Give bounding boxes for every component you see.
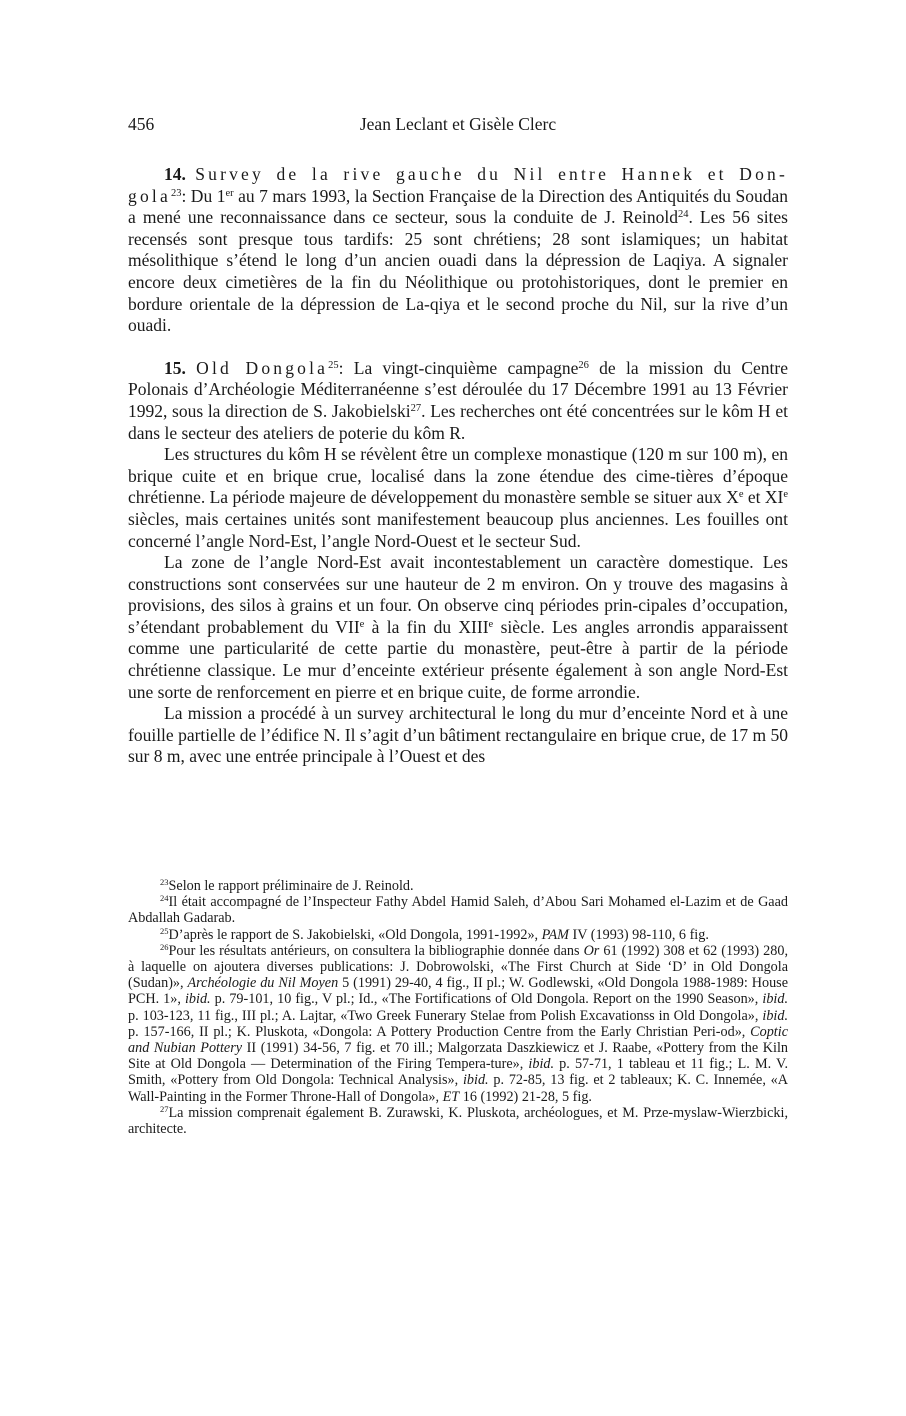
footnote-25 xyxy=(128,927,788,943)
footnote-text: La mission comprenait également B. Zurawski, K. Pluskota, archéologues, et M. Prze-myslaw-Wierzbicki, architecte. xyxy=(128,1104,788,1138)
paragraph-text: Les structures du kôm H se révèlent être un complexe monastique (120 m sur 100 m), en brique cuite et en brique crue, localisé dans la zone étendue des cime-tières d’époque chrétienne. La période majeure de développement du monastère semble se situer aux X xyxy=(128,444,788,508)
section-number: 15. xyxy=(164,357,186,378)
section-title: Survey de la rive gauche du Nil entre Hannek et Don-gola xyxy=(128,164,788,206)
running-title: Jean Leclant et Gisèle Clerc xyxy=(359,114,557,134)
footnote-text: p. 57-71, 1 tableau et 11 fig.; L. M. V. Smith, «Pottery from Old Dongola: Technical Analysis», xyxy=(128,1056,788,1089)
paragraph-text: et XI xyxy=(743,487,784,508)
footnote-text: Pour les résultats antérieurs, on consultera la bibliographie donnée dans xyxy=(168,942,584,959)
page-number: 456 xyxy=(128,114,155,134)
superscript: er xyxy=(225,187,234,199)
ibid-ref: ibid. xyxy=(184,991,211,1008)
journal-title: ET xyxy=(442,1088,460,1105)
footnote-text: IV (1993) 98-110, 6 fig. xyxy=(568,926,709,943)
footnote-number: 23 xyxy=(160,877,169,887)
paragraph-text: . Les 56 sites recensés sont presque tous tardifs: 25 sont chrétiens; 28 sont islamiques; un habitat mésolithique s’étend le long d’un ancien ouadi dans la dépression de Laqiya. A signaler encore deux cimetières de la fin du Néolithique ou protohistoriques, dont le premier en bordure orientale de la dépression de La-qiya et le second proche du Nil, sur la rive d’un ouadi. xyxy=(128,207,788,336)
section-15-paragraph-2 xyxy=(128,444,788,552)
paragraph-text: : La vingt-cinquième campagne xyxy=(338,357,579,378)
footnote-26 xyxy=(128,943,788,1105)
paragraph-text: siècle. Les angles arrondis apparaissent comme une particularité de cette partie du monastère, peut-être à partir de la période chrétienne classique. Le mur d’enceinte extérieur présente également à son angle Nord-Est une sorte de renforcement en pierre et en brique cuite, de forme arrondie. xyxy=(128,616,788,702)
footnote-ref[interactable]: 27 xyxy=(410,402,422,414)
section-15-paragraph-4: La mission a procédé à un survey architectural le long du mur d’enceinte Nord et à une fouille partielle de l’édifice N. Il s’agit d’un bâtiment rectangulaire en brique crue, de 17 m 50 sur 8 m, avec une entrée principale à l’Ouest et des xyxy=(128,703,788,767)
footnote-ref[interactable]: 26 xyxy=(578,359,589,371)
footnote-23 xyxy=(128,878,788,894)
journal-title: Or xyxy=(583,942,600,959)
footnote-ref[interactable]: 23 xyxy=(170,187,182,199)
paragraph-text: : Du 1 xyxy=(181,185,226,206)
footnote-text: Il était accompagné de l’Inspecteur Fathy Abdel Hamid Saleh, d’Abou Sari Mohamed el-Lazim et de Gaad Abdallah Gadarab. xyxy=(128,894,788,927)
footnote-text: 16 (1992) 21-28, 5 fig. xyxy=(459,1088,592,1105)
footnote-text: 5 (1991) 29-40, 4 fig., II pl.; W. Godlewski, «Old Dongola 1988-1989: House PCH. 1», xyxy=(128,975,788,1008)
footnote-27 xyxy=(128,1105,788,1137)
section-14-paragraph xyxy=(128,164,788,337)
footnote-ref[interactable]: 25 xyxy=(328,359,339,371)
paragraph-text: au 7 mars 1993, la Section Française de la Direction des Antiquités du Soudan a mené une reconnaissance dans ce secteur, sous la conduite de J. Reinold xyxy=(128,185,789,228)
section-number: 14. xyxy=(164,164,186,184)
superscript: e xyxy=(359,618,365,630)
footnote-text: Selon le rapport préliminaire de J. Reinold. xyxy=(168,878,414,894)
footnote-text: D’après le rapport de S. Jakobielski, «Old Dongola, 1991-1992», xyxy=(168,926,542,943)
main-text xyxy=(128,164,788,768)
footnote-24 xyxy=(128,894,788,926)
paragraph-text: de la mission du Centre Polonais d’Archéologie Méditerranéenne s’est déroulée du 17 Décembre 1991 au 13 Février 1992, sous la direction de S. Jakobielski xyxy=(128,357,789,421)
journal-title: Coptic and Nubian Pottery xyxy=(128,1023,788,1057)
footnote-text: p. 157-166, II pl.; K. Pluskota, «Dongola: A Pottery Production Centre from the Early Christian Peri-od», xyxy=(128,1023,751,1040)
page-header xyxy=(128,114,788,140)
paragraph-text: . Les recherches ont été concentrées sur le kôm H et dans le secteur des ateliers de poterie du kôm R. xyxy=(128,400,788,443)
ibid-ref: ibid. xyxy=(762,991,788,1008)
footnote-text: 61 (1992) 308 et 62 (1993) 280, à laquelle on ajoutera diverses publications: J. Dobrowolski, «The First Church at Side ‘D’ in Old Dongola (Sudan)», xyxy=(128,942,788,992)
section-15-paragraph-3 xyxy=(128,552,788,703)
ibid-ref: ibid. xyxy=(528,1056,555,1073)
footnote-text: p. 79-101, 10 fig., V pl.; Id., «The Fortifications of Old Dongola. Report on the 1990 Season», xyxy=(210,991,763,1008)
superscript: e xyxy=(738,489,744,501)
section-15-paragraph-1 xyxy=(128,358,788,444)
footnote-number: 25 xyxy=(160,925,169,936)
footnotes xyxy=(128,878,788,1137)
footnote-ref[interactable]: 24 xyxy=(677,209,689,221)
footnote-text: II (1991) 34-56, 7 fig. et 70 ill.; Malgorzata Daszkiewicz et J. Raabe, «Pottery from the Kiln Site at Old Dongola — Determination of the Firing Tempera-ture», xyxy=(128,1040,788,1073)
footnote-number: 24 xyxy=(160,893,169,904)
superscript: e xyxy=(783,489,789,501)
ibid-ref: ibid. xyxy=(462,1072,489,1089)
section-title: Old Dongola xyxy=(196,357,329,378)
paragraph-text: siècles, mais certaines unités sont manifestement beaucoup plus anciennes. Les fouilles ont concerné l’angle Nord-Est, l’angle Nord-Ouest et le secteur Sud. xyxy=(128,508,788,551)
footnote-number: 27 xyxy=(160,1103,169,1114)
footnote-text: p. 103-123, 11 fig., III pl.; A. Lajtar, «Two Greek Funerary Stelae from Polish Excavationss in Old Dongola», xyxy=(128,1007,763,1024)
ibid-ref: ibid. xyxy=(762,1007,788,1024)
journal-title: Archéologie du Nil Moyen xyxy=(187,975,339,992)
superscript: e xyxy=(488,618,494,630)
journal-title: PAM xyxy=(541,926,569,943)
footnote-text: p. 72-85, 13 fig. et 2 tableaux; K. C. Innemée, «A Wall-Painting in the Former Throne-Hall of Dongola», xyxy=(128,1072,788,1105)
paragraph-text: à la fin du XIII xyxy=(364,616,489,637)
paragraph-text: La zone de l’angle Nord-Est avait incontestablement un caractère domestique. Les constructions sont conservées sur une hauteur de 2 m environ. On y trouve des magasins à provisions, des silos à grains et un four. On observe cinq périodes prin-cipales d’occupation, s’étendant probablement du VII xyxy=(128,552,788,637)
footnote-number: 26 xyxy=(160,941,169,952)
